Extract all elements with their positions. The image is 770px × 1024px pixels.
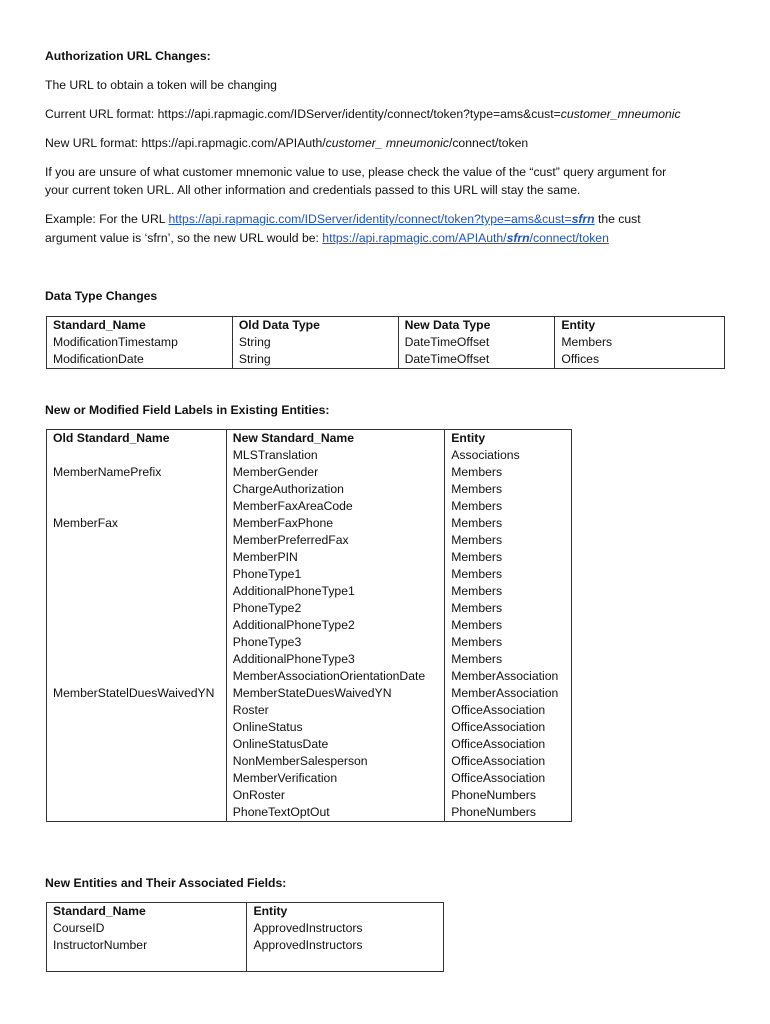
data-type-table-cell: ModificationTimestamp: [47, 334, 233, 351]
field-labels-table-cell: Members: [445, 600, 572, 617]
new-entities-table-cell: ApprovedInstructors: [247, 937, 444, 954]
field-labels-table-row: [47, 702, 572, 719]
field-labels-table-cell: [47, 481, 227, 498]
field-labels-table-cell: MemberPIN: [226, 549, 444, 566]
field-labels-table-row: [47, 515, 572, 532]
field-labels-table-cell: ChargeAuthorization: [226, 481, 444, 498]
field-labels-table-row: [47, 464, 572, 481]
field-labels-table-cell: [47, 736, 227, 753]
field-labels-heading: New or Modified Field Labels in Existing Entities:: [45, 403, 330, 417]
field-labels-table-row: [47, 532, 572, 549]
field-labels-table-cell: Members: [445, 583, 572, 600]
field-labels-table-cell: OfficeAssociation: [445, 770, 572, 787]
field-labels-table-column-header: New Standard_Name: [226, 430, 444, 448]
field-labels-table-column-header: Entity: [445, 430, 572, 448]
new-entities-table-cell: [47, 954, 247, 972]
field-labels-table-cell: PhoneTextOptOut: [226, 804, 444, 822]
field-labels-table-cell: [47, 804, 227, 822]
field-labels-table-cell: MemberNamePrefix: [47, 464, 227, 481]
data-type-table-cell: ModificationDate: [47, 351, 233, 369]
new-url-format: New URL format: https://api.rapmagic.com/APIAuth/customer_ mneumonic/connect/token: [45, 136, 529, 150]
field-labels-table-row: [47, 668, 572, 685]
field-labels-table-row: [47, 634, 572, 651]
field-labels-table-row: [47, 770, 572, 787]
example-link-old-url[interactable]: https://api.rapmagic.com/IDServer/identity/connect/token?type=ams&cust=sfrn: [168, 212, 595, 226]
new-entities-table-cell: CourseID: [47, 920, 247, 937]
field-labels-table-row: [47, 804, 572, 822]
field-labels-table-cell: MemberVerification: [226, 770, 444, 787]
new-entities-table-column-header: Entity: [247, 903, 444, 921]
new-entities-table-cell: InstructorNumber: [47, 937, 247, 954]
field-labels-table: [46, 429, 572, 822]
unsure-line-1: If you are unsure of what customer mnemonic value to use, please check the value of the “cust” query argument for: [45, 165, 667, 179]
new-entities-table-cell: [247, 954, 444, 972]
field-labels-table-cell: [47, 634, 227, 651]
unsure-line-2: your current token URL. All other information and credentials passed to this URL will stay the same.: [45, 183, 581, 197]
field-labels-table-cell: OnlineStatus: [226, 719, 444, 736]
new-entities-table-row: [47, 954, 444, 972]
field-labels-table-cell: Members: [445, 566, 572, 583]
data-type-table-cell: DateTimeOffset: [398, 334, 555, 351]
data-type-table-cell: String: [232, 351, 398, 369]
data-type-table-column-header: Entity: [555, 317, 725, 335]
field-labels-table-cell: Members: [445, 515, 572, 532]
field-labels-table-row: [47, 498, 572, 515]
field-labels-table-cell: Associations: [445, 447, 572, 464]
field-labels-table-cell: Members: [445, 634, 572, 651]
field-labels-table-cell: [47, 600, 227, 617]
field-labels-table-cell: [47, 498, 227, 515]
field-labels-table-cell: OfficeAssociation: [445, 702, 572, 719]
field-labels-table-cell: [47, 549, 227, 566]
field-labels-table-cell: MLSTranslation: [226, 447, 444, 464]
field-labels-table-cell: [47, 447, 227, 464]
field-labels-table-row: [47, 481, 572, 498]
field-labels-table-cell: [47, 617, 227, 634]
new-entities-table-row: [47, 937, 444, 954]
data-type-table: [46, 316, 725, 369]
data-type-table-cell: String: [232, 334, 398, 351]
field-labels-table-cell: Members: [445, 651, 572, 668]
field-labels-table-row: [47, 651, 572, 668]
field-labels-table-cell: AdditionalPhoneType1: [226, 583, 444, 600]
new-entities-table-cell: ApprovedInstructors: [247, 920, 444, 937]
data-type-table-column-header: Standard_Name: [47, 317, 233, 335]
field-labels-table-row: [47, 617, 572, 634]
field-labels-table-row: [47, 600, 572, 617]
field-labels-table-cell: MemberPreferredFax: [226, 532, 444, 549]
field-labels-table-row: [47, 447, 572, 464]
field-labels-table-cell: OfficeAssociation: [445, 719, 572, 736]
data-type-heading: Data Type Changes: [45, 289, 158, 303]
field-labels-table-row: [47, 583, 572, 600]
field-labels-table-row: [47, 719, 572, 736]
field-labels-table-row: [47, 736, 572, 753]
field-labels-table-cell: MemberStatelDuesWaivedYN: [47, 685, 227, 702]
field-labels-table-row: [47, 685, 572, 702]
field-labels-table-cell: Members: [445, 498, 572, 515]
field-labels-table-cell: AdditionalPhoneType2: [226, 617, 444, 634]
field-labels-table-cell: PhoneType2: [226, 600, 444, 617]
field-labels-table-cell: MemberStateDuesWaivedYN: [226, 685, 444, 702]
field-labels-table-cell: [47, 532, 227, 549]
data-type-table-row: [47, 334, 725, 351]
new-entities-table-column-header: Standard_Name: [47, 903, 247, 921]
example-link-new-url[interactable]: https://api.rapmagic.com/APIAuth/sfrn/connect/token: [322, 231, 609, 245]
field-labels-table-cell: Members: [445, 464, 572, 481]
auth-intro: The URL to obtain a token will be changing: [45, 78, 277, 92]
field-labels-table-cell: Members: [445, 532, 572, 549]
field-labels-table-cell: OfficeAssociation: [445, 753, 572, 770]
field-labels-table-row: [47, 566, 572, 583]
field-labels-table-cell: OnRoster: [226, 787, 444, 804]
field-labels-table-cell: Members: [445, 481, 572, 498]
field-labels-table-cell: [47, 719, 227, 736]
new-entities-table-row: [47, 920, 444, 937]
field-labels-table-cell: AdditionalPhoneType3: [226, 651, 444, 668]
data-type-table-row: [47, 351, 725, 369]
field-labels-table-cell: MemberAssociationOrientationDate: [226, 668, 444, 685]
field-labels-table-cell: MemberFaxAreaCode: [226, 498, 444, 515]
field-labels-table-cell: Roster: [226, 702, 444, 719]
field-labels-table-cell: [47, 787, 227, 804]
field-labels-table-row: [47, 787, 572, 804]
data-type-table-cell: Members: [555, 334, 725, 351]
field-labels-table-cell: [47, 770, 227, 787]
field-labels-table-cell: PhoneNumbers: [445, 804, 572, 822]
field-labels-table-cell: [47, 668, 227, 685]
auth-heading: Authorization URL Changes:: [45, 49, 211, 63]
field-labels-table-cell: NonMemberSalesperson: [226, 753, 444, 770]
field-labels-table-cell: MemberAssociation: [445, 685, 572, 702]
field-labels-table-cell: OnlineStatusDate: [226, 736, 444, 753]
field-labels-table-cell: [47, 702, 227, 719]
data-type-table-cell: Offices: [555, 351, 725, 369]
field-labels-table-cell: MemberGender: [226, 464, 444, 481]
field-labels-table-cell: Members: [445, 617, 572, 634]
data-type-table-cell: DateTimeOffset: [398, 351, 555, 369]
field-labels-table-cell: [47, 651, 227, 668]
example-line-2: argument value is ‘sfrn’, so the new URL would be: https://api.rapmagic.com/APIAuth/sfrn/connect/token: [45, 231, 609, 245]
field-labels-table-cell: MemberFax: [47, 515, 227, 532]
field-labels-table-cell: MemberAssociation: [445, 668, 572, 685]
field-labels-table-cell: PhoneType3: [226, 634, 444, 651]
current-url-format: Current URL format: https://api.rapmagic.com/IDServer/identity/connect/token?type=ams&cust=customer_mneumonic: [45, 107, 681, 121]
new-entities-heading: New Entities and Their Associated Fields:: [45, 876, 287, 890]
field-labels-table-header-row: [47, 430, 572, 448]
data-type-table-column-header: New Data Type: [398, 317, 555, 335]
new-entities-table: [46, 902, 444, 972]
field-labels-table-cell: [47, 753, 227, 770]
field-labels-table-cell: Members: [445, 549, 572, 566]
field-labels-table-cell: MemberFaxPhone: [226, 515, 444, 532]
new-entities-table-header-row: [47, 903, 444, 921]
field-labels-table-cell: [47, 566, 227, 583]
data-type-table-column-header: Old Data Type: [232, 317, 398, 335]
field-labels-table-cell: PhoneType1: [226, 566, 444, 583]
field-labels-table-row: [47, 753, 572, 770]
field-labels-table-column-header: Old Standard_Name: [47, 430, 227, 448]
data-type-table-header-row: [47, 317, 725, 335]
example-line-1: Example: For the URL https://api.rapmagic.com/IDServer/identity/connect/token?type=ams&cust=sfrn the cust: [45, 212, 641, 226]
field-labels-table-cell: PhoneNumbers: [445, 787, 572, 804]
field-labels-table-row: [47, 549, 572, 566]
field-labels-table-cell: [47, 583, 227, 600]
field-labels-table-cell: OfficeAssociation: [445, 736, 572, 753]
